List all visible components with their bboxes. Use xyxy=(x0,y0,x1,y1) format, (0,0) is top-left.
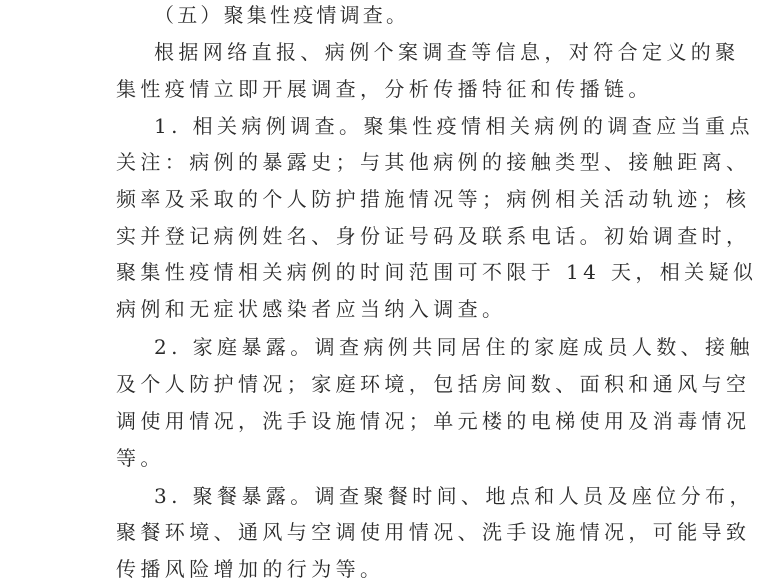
text-line: 病例和无症状感染者应当纳入调查。 xyxy=(116,297,507,321)
text-line: 频率及采取的个人防护措施情况等；病例相关活动轨迹；核 xyxy=(116,187,751,211)
text-line: 及个人防护情况；家庭环境，包括房间数、面积和通风与空 xyxy=(116,372,751,396)
text-line: 关注：病例的暴露史；与其他病例的接触类型、接触距离、 xyxy=(116,150,751,174)
text-line: 2. 家庭暴露。调查病例共同居住的家庭成员人数、接触 xyxy=(154,335,754,359)
text-line: 根据网络直报、病例个案调查等信息，对符合定义的聚 xyxy=(154,40,740,64)
text-line: 3. 聚餐暴露。调查聚餐时间、地点和人员及座位分布， xyxy=(154,484,754,508)
text-line: 传播风险增加的行为等。 xyxy=(116,557,385,581)
section-heading: （五）聚集性疫情调查。 xyxy=(154,3,410,27)
text-line: 1. 相关病例调查。聚集性疫情相关病例的调查应当重点 xyxy=(154,114,754,138)
text-line: 调使用情况，洗手设施情况；单元楼的电梯使用及消毒情况 xyxy=(116,409,751,433)
text-line: 集性疫情立即开展调查，分析传播特征和传播链。 xyxy=(116,77,653,101)
text-line: 聚餐环境、通风与空调使用情况、洗手设施情况，可能导致 xyxy=(116,520,751,544)
text-line: 实并登记病例姓名、身份证号码及联系电话。初始调查时， xyxy=(116,224,751,248)
text-line: 等。 xyxy=(116,446,165,470)
text-line: 聚集性疫情相关病例的时间范围可不限于 14 天，相关疑似 xyxy=(116,260,758,284)
